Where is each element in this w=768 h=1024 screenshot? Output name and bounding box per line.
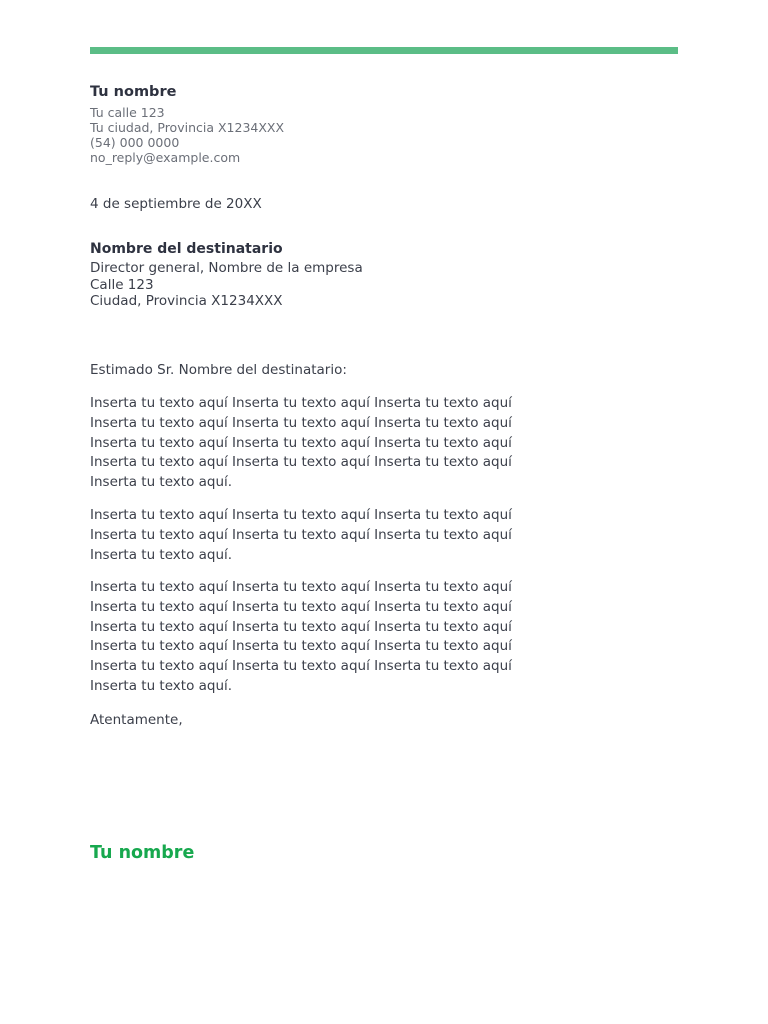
salutation: Estimado Sr. Nombre del destinatario:	[90, 362, 347, 378]
body-paragraph-2: Inserta tu texto aquí Inserta tu texto aquí Inserta tu texto aquí Inserta tu texto aquí Inserta tu texto aquí Inserta tu texto aquí Inserta tu texto aquí.	[90, 507, 512, 563]
recipient-block	[90, 240, 363, 310]
recipient-name: Nombre del destinatario	[90, 241, 283, 257]
sender-email: no_reply@example.com	[90, 150, 241, 165]
header-accent-rule	[90, 47, 678, 54]
closing: Atentamente,	[90, 712, 183, 728]
recipient-title-company: Director general, Nombre de la empresa	[90, 260, 363, 276]
sender-city: Tu ciudad, Provincia X1234XXX	[90, 120, 285, 135]
letter-date: 4 de septiembre de 20XX	[90, 196, 262, 212]
sender-phone: (54) 000 0000	[90, 135, 180, 150]
recipient-city: Ciudad, Provincia X1234XXX	[90, 293, 283, 309]
sender-street: Tu calle 123	[90, 105, 165, 120]
body-paragraph-1: Inserta tu texto aquí Inserta tu texto aquí Inserta tu texto aquí Inserta tu texto aquí Inserta tu texto aquí Inserta tu texto aquí Inserta tu texto aquí Inserta tu texto aquí Inserta tu texto aquí Inserta tu texto aquí Inserta tu texto aquí Inserta tu texto aquí Inserta tu texto aquí.	[90, 395, 512, 491]
sender-name: Tu nombre	[90, 84, 177, 100]
body-paragraph-3: Inserta tu texto aquí Inserta tu texto aquí Inserta tu texto aquí Inserta tu texto aquí Inserta tu texto aquí Inserta tu texto aquí Inserta tu texto aquí Inserta tu texto aquí Inserta tu texto aquí Inserta tu texto aquí Inserta tu texto aquí Inserta tu texto aquí Inserta tu texto aquí Inserta tu texto aquí Inserta tu texto aquí Inserta tu texto aquí.	[90, 579, 512, 694]
recipient-street: Calle 123	[90, 276, 154, 293]
signature-name: Tu nombre	[90, 843, 195, 863]
sender-block	[90, 83, 284, 165]
